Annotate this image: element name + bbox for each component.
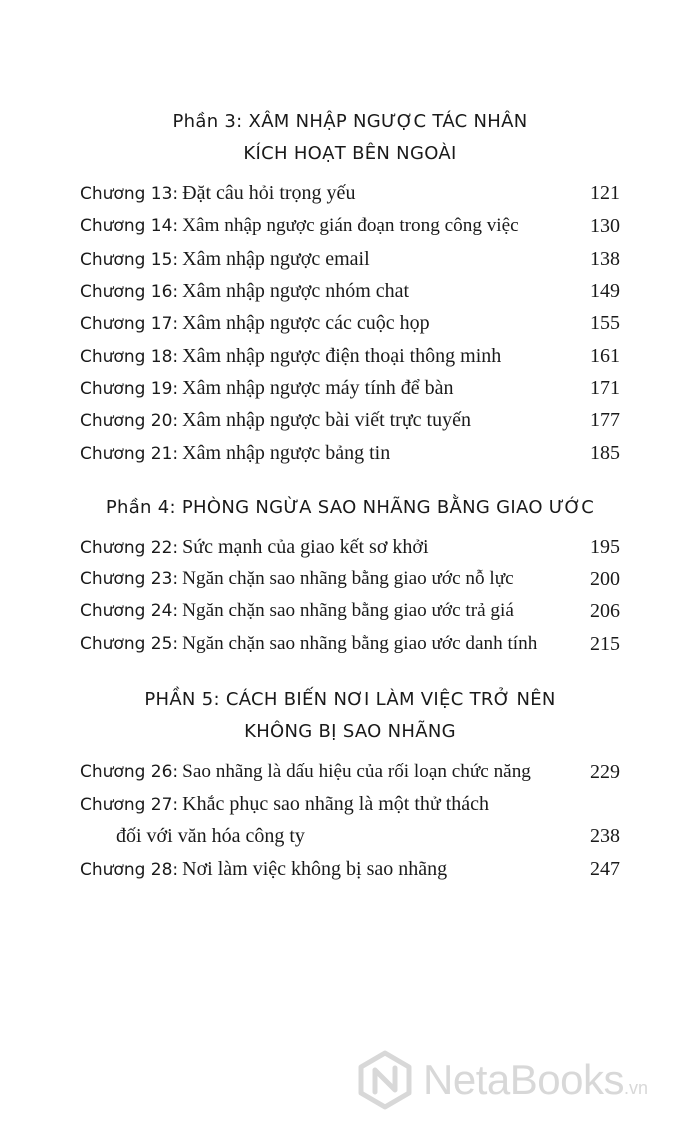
chapter-label: Chương 17: [80,314,179,334]
toc-entry[interactable] [80,404,620,436]
page-number: 206 [590,600,620,622]
page-number: 155 [590,312,620,334]
chapter-label: Chương 18: [80,347,179,367]
page-number: 185 [590,442,620,464]
chapter-title: Xâm nhập ngược gián đoạn trong công việc [182,215,519,236]
toc-entry[interactable] [80,595,620,627]
part-heading-line: PHẦN 5: CÁCH BIẾN NƠI LÀM VIỆC TRỞ NÊN [144,689,556,710]
chapter-title: Xâm nhập ngược các cuộc họp [182,312,430,334]
chapter-title-continuation: đối với văn hóa công ty [116,825,305,847]
part-4-heading [0,492,700,524]
chapter-title: Xâm nhập ngược bài viết trực tuyến [182,409,471,431]
chapter-label: Chương 13: [80,184,179,204]
chapter-label: Chương 14: [80,216,179,236]
page-number: 200 [590,568,620,590]
chapter-title: Đặt câu hỏi trọng yếu [182,182,356,204]
chapter-title: Xâm nhập ngược điện thoại thông minh [182,345,502,367]
chapter-title: Ngăn chặn sao nhãng bằng giao ước trả giá [182,600,514,621]
toc-entry-continuation[interactable] [80,820,620,852]
toc-entry[interactable] [80,437,620,469]
chapter-label: Chương 24: [80,601,179,621]
page-number: 161 [590,345,620,367]
chapter-title: Xâm nhập ngược máy tính để bàn [182,377,454,399]
page-number: 130 [590,215,620,237]
toc-entry[interactable] [80,628,620,660]
chapter-label: Chương 16: [80,282,179,302]
chapter-label: Chương 26: [80,762,179,782]
chapter-label: Chương 20: [80,411,179,431]
page-number: 238 [590,825,620,847]
netabooks-logo-icon [355,1050,415,1110]
chapter-label: Chương 21: [80,444,179,464]
part-3-heading [0,106,700,170]
page-number: 195 [590,536,620,558]
page-number: 149 [590,280,620,302]
chapter-title: Sức mạnh của giao kết sơ khởi [182,536,429,558]
netabooks-watermark [355,1042,675,1122]
watermark-brand-text: NetaBooks.vn [423,1056,648,1103]
chapter-label: Chương 22: [80,538,179,558]
part-5-heading [0,684,700,748]
toc-entry[interactable] [80,307,620,339]
chapter-title: Xâm nhập ngược nhóm chat [182,280,410,302]
part-heading-line: KÍCH HOẠT BÊN NGOÀI [243,143,457,164]
chapter-title: Xâm nhập ngược bảng tin [182,442,391,464]
toc-entry[interactable] [80,372,620,404]
chapter-title: Khắc phục sao nhãng là một thử thách [182,793,490,815]
chapter-label: Chương 27: [80,795,179,815]
page-number: 229 [590,761,620,783]
chapter-label: Chương 28: [80,860,179,880]
toc-entry[interactable] [80,756,620,788]
page-number: 138 [590,248,620,270]
toc-entry[interactable] [80,788,620,820]
toc-entry[interactable] [80,563,620,595]
toc-entry[interactable] [80,243,620,275]
part-heading-line: KHÔNG BỊ SAO NHÃNG [244,721,456,742]
chapter-title: Sao nhãng là dấu hiệu của rối loạn chức năng [182,761,531,782]
page-number: 171 [590,377,620,399]
toc-entry[interactable] [80,275,620,307]
toc-entry[interactable] [80,210,620,242]
part-heading-line: Phần 4: PHÒNG NGỪA SAO NHÃNG BẰNG GIAO ƯỚC [105,497,595,518]
page-number: 247 [590,858,620,880]
chapter-label: Chương 23: [80,569,179,589]
chapter-title: Ngăn chặn sao nhãng bằng giao ước nỗ lực [182,568,514,589]
page-number: 215 [590,633,620,655]
page-number: 121 [590,182,620,204]
part-heading-line: Phần 3: XÂM NHẬP NGƯỢC TÁC NHÂN [172,111,528,132]
chapter-label: Chương 25: [80,634,179,654]
page-number: 177 [590,409,620,431]
toc-entry[interactable] [80,177,620,209]
toc-entry[interactable] [80,340,620,372]
chapter-title: Nơi làm việc không bị sao nhãng [182,858,448,880]
chapter-title: Xâm nhập ngược email [182,248,370,270]
toc-entry[interactable] [80,531,620,563]
chapter-title: Ngăn chặn sao nhãng bằng giao ước danh tính [182,633,538,654]
toc-entry[interactable] [80,853,620,885]
chapter-label: Chương 15: [80,250,179,270]
chapter-label: Chương 19: [80,379,179,399]
